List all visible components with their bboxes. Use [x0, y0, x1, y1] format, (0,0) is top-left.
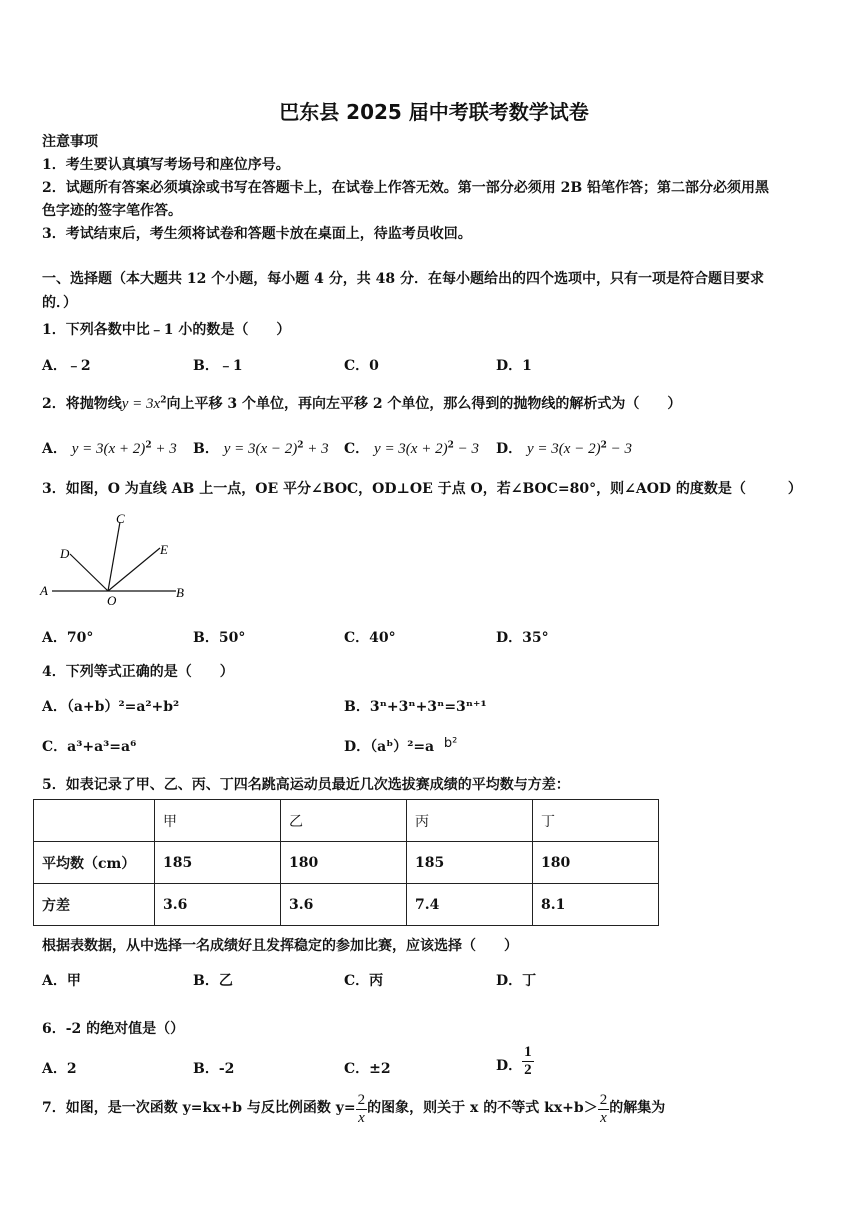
q2-stem-math: y = 3x [121, 396, 161, 412]
table-cell: 185 [407, 842, 533, 884]
question-3-stem: 3．如图，O 为直线 AB 上一点，OE 平分∠BOC，OD⊥OE 于点 O，若∠BOC=80°，则∠AOD 的度数是（ ） [42, 481, 802, 497]
page-title: 巴东县 2025 届中考联考数学试卷 [279, 100, 589, 124]
question-5-follow: 根据表数据，从中选择一名成绩好且发挥稳定的参加比赛，应该选择（ ） [42, 938, 518, 954]
q2-stem-suffix: 向上平移 3 个单位，再向左平移 2 个单位，那么得到的抛物线的解析式为（ ） [166, 396, 682, 412]
q2-option-d: D． $y = 3(x - 2)^2 - 3$ [496, 440, 632, 457]
q3-geometry-figure [36, 508, 196, 608]
table-cell: 3.6 [155, 884, 281, 926]
question-1-stem: 1．下列各数中比﹣1 小的数是（ ） [42, 322, 291, 338]
question-5-stem: 5．如表记录了甲、乙、丙、丁四名跳高运动员最近几次选拔赛成绩的平均数与方差： [42, 777, 570, 793]
table-cell: 平均数（cm） [34, 842, 155, 884]
label-e: E [160, 542, 168, 557]
q4-option-d-exp: b² [443, 736, 458, 751]
question-2-stem [42, 393, 681, 413]
table-row [34, 884, 659, 926]
label-b: B [176, 585, 184, 600]
score-table [33, 799, 659, 926]
q4-option-b: B．3ⁿ+3ⁿ+3ⁿ=3ⁿ⁺¹ [344, 699, 487, 715]
label-o: O [107, 593, 117, 608]
label-c: C [116, 511, 125, 526]
table-cell [34, 800, 155, 842]
label-a: A [40, 583, 48, 598]
q3-option-a: A．70° [42, 630, 94, 646]
q3-option-c: C．40° [344, 630, 396, 646]
table-row [34, 842, 659, 884]
section-heading-cont: 的．） [42, 295, 77, 311]
q4-option-c: C．a³+a³=a⁶ [42, 739, 137, 755]
table-header-cell: 乙 [281, 800, 407, 842]
table-cell: 方差 [34, 884, 155, 926]
q6-option-d-fraction: $\frac{1}{2}$ [524, 1044, 532, 1078]
table-header-cell: 甲 [155, 800, 281, 842]
table-cell: 7.4 [407, 884, 533, 926]
question-4-stem: 4．下列等式正确的是（ ） [42, 664, 234, 680]
q1-option-a: A．﹣2 [42, 358, 91, 374]
q4-option-a: A．（a+b）²=a²+b² [42, 699, 180, 715]
q7-fraction-1: $\frac{2}{x}$ [357, 1092, 366, 1126]
q1-option-b: B．﹣1 [193, 358, 243, 374]
ray-oc [108, 522, 120, 591]
table-header-row [34, 800, 659, 842]
q2-option-a: A． $y = 3(x + 2)^2 + 3$ [42, 440, 177, 457]
table-cell: 180 [533, 842, 659, 884]
q6-option-b: B．-2 [193, 1061, 235, 1077]
q3-option-d: D．35° [496, 630, 549, 646]
q7-fraction-2: $\frac{2}{x}$ [599, 1092, 608, 1126]
q4-option-d: D．（aᵇ）²=a b² [344, 736, 458, 755]
q5-option-d: D．丁 [496, 973, 537, 989]
q1-option-d: D．1 [496, 358, 532, 374]
table-cell: 8.1 [533, 884, 659, 926]
q1-option-c: C．0 [344, 358, 379, 374]
notice-item-2-cont: 色字迹的签字笔作答。 [42, 203, 182, 219]
q2-stem-prefix: 2．将抛物线 [42, 396, 122, 412]
table-header-cell: 丁 [533, 800, 659, 842]
question-6-stem: 6．-2 的绝对值是（） [42, 1021, 185, 1037]
ray-od [70, 554, 108, 591]
q6-option-c: C．±2 [344, 1061, 391, 1077]
q2-stem-exp: 2 [160, 395, 167, 406]
notice-item-3: 3．考试结束后，考生须将试卷和答题卡放在桌面上，待监考员收回。 [42, 226, 472, 242]
label-d: D [60, 546, 70, 561]
q2-option-c: C． $y = 3(x + 2)^2 - 3$ [344, 440, 479, 457]
ray-oe [108, 548, 160, 591]
q5-option-a: A．甲 [42, 973, 81, 989]
notice-heading: 注意事项 [42, 134, 98, 150]
q2-option-b: B． $y = 3(x - 2)^2 + 3$ [193, 440, 329, 457]
notice-item-2: 2．试题所有答案必须填涂或书写在答题卡上，在试卷上作答无效。第一部分必须用 2B 铅笔作答；第二部分必须用黑 [42, 180, 770, 196]
notice-item-1: 1．考生要认真填写考场号和座位序号。 [42, 157, 290, 173]
section-heading: 一、选择题（本大题共 12 个小题，每小题 4 分，共 48 分．在每小题给出的四个选项中，只有一项是符合题目要求 [42, 271, 764, 287]
q3-option-b: B．50° [193, 630, 246, 646]
q5-option-c: C．丙 [344, 973, 384, 989]
table-cell: 180 [281, 842, 407, 884]
q6-option-d: D． $\frac{1}{2}$ [496, 1044, 532, 1078]
q6-option-a: A．2 [42, 1061, 77, 1077]
table-header-cell: 丙 [407, 800, 533, 842]
table-cell: 3.6 [281, 884, 407, 926]
table-cell: 185 [155, 842, 281, 884]
question-7-stem: 7．如图，是一次函数 y=kx+b 与反比例函数 y= $\frac{2}{x}$ 的图象，则关于 x 的不等式 kx+b＞ $\frac{2}{x}$ 的解集为 [42, 1092, 666, 1126]
q5-option-b: B．乙 [193, 973, 233, 989]
